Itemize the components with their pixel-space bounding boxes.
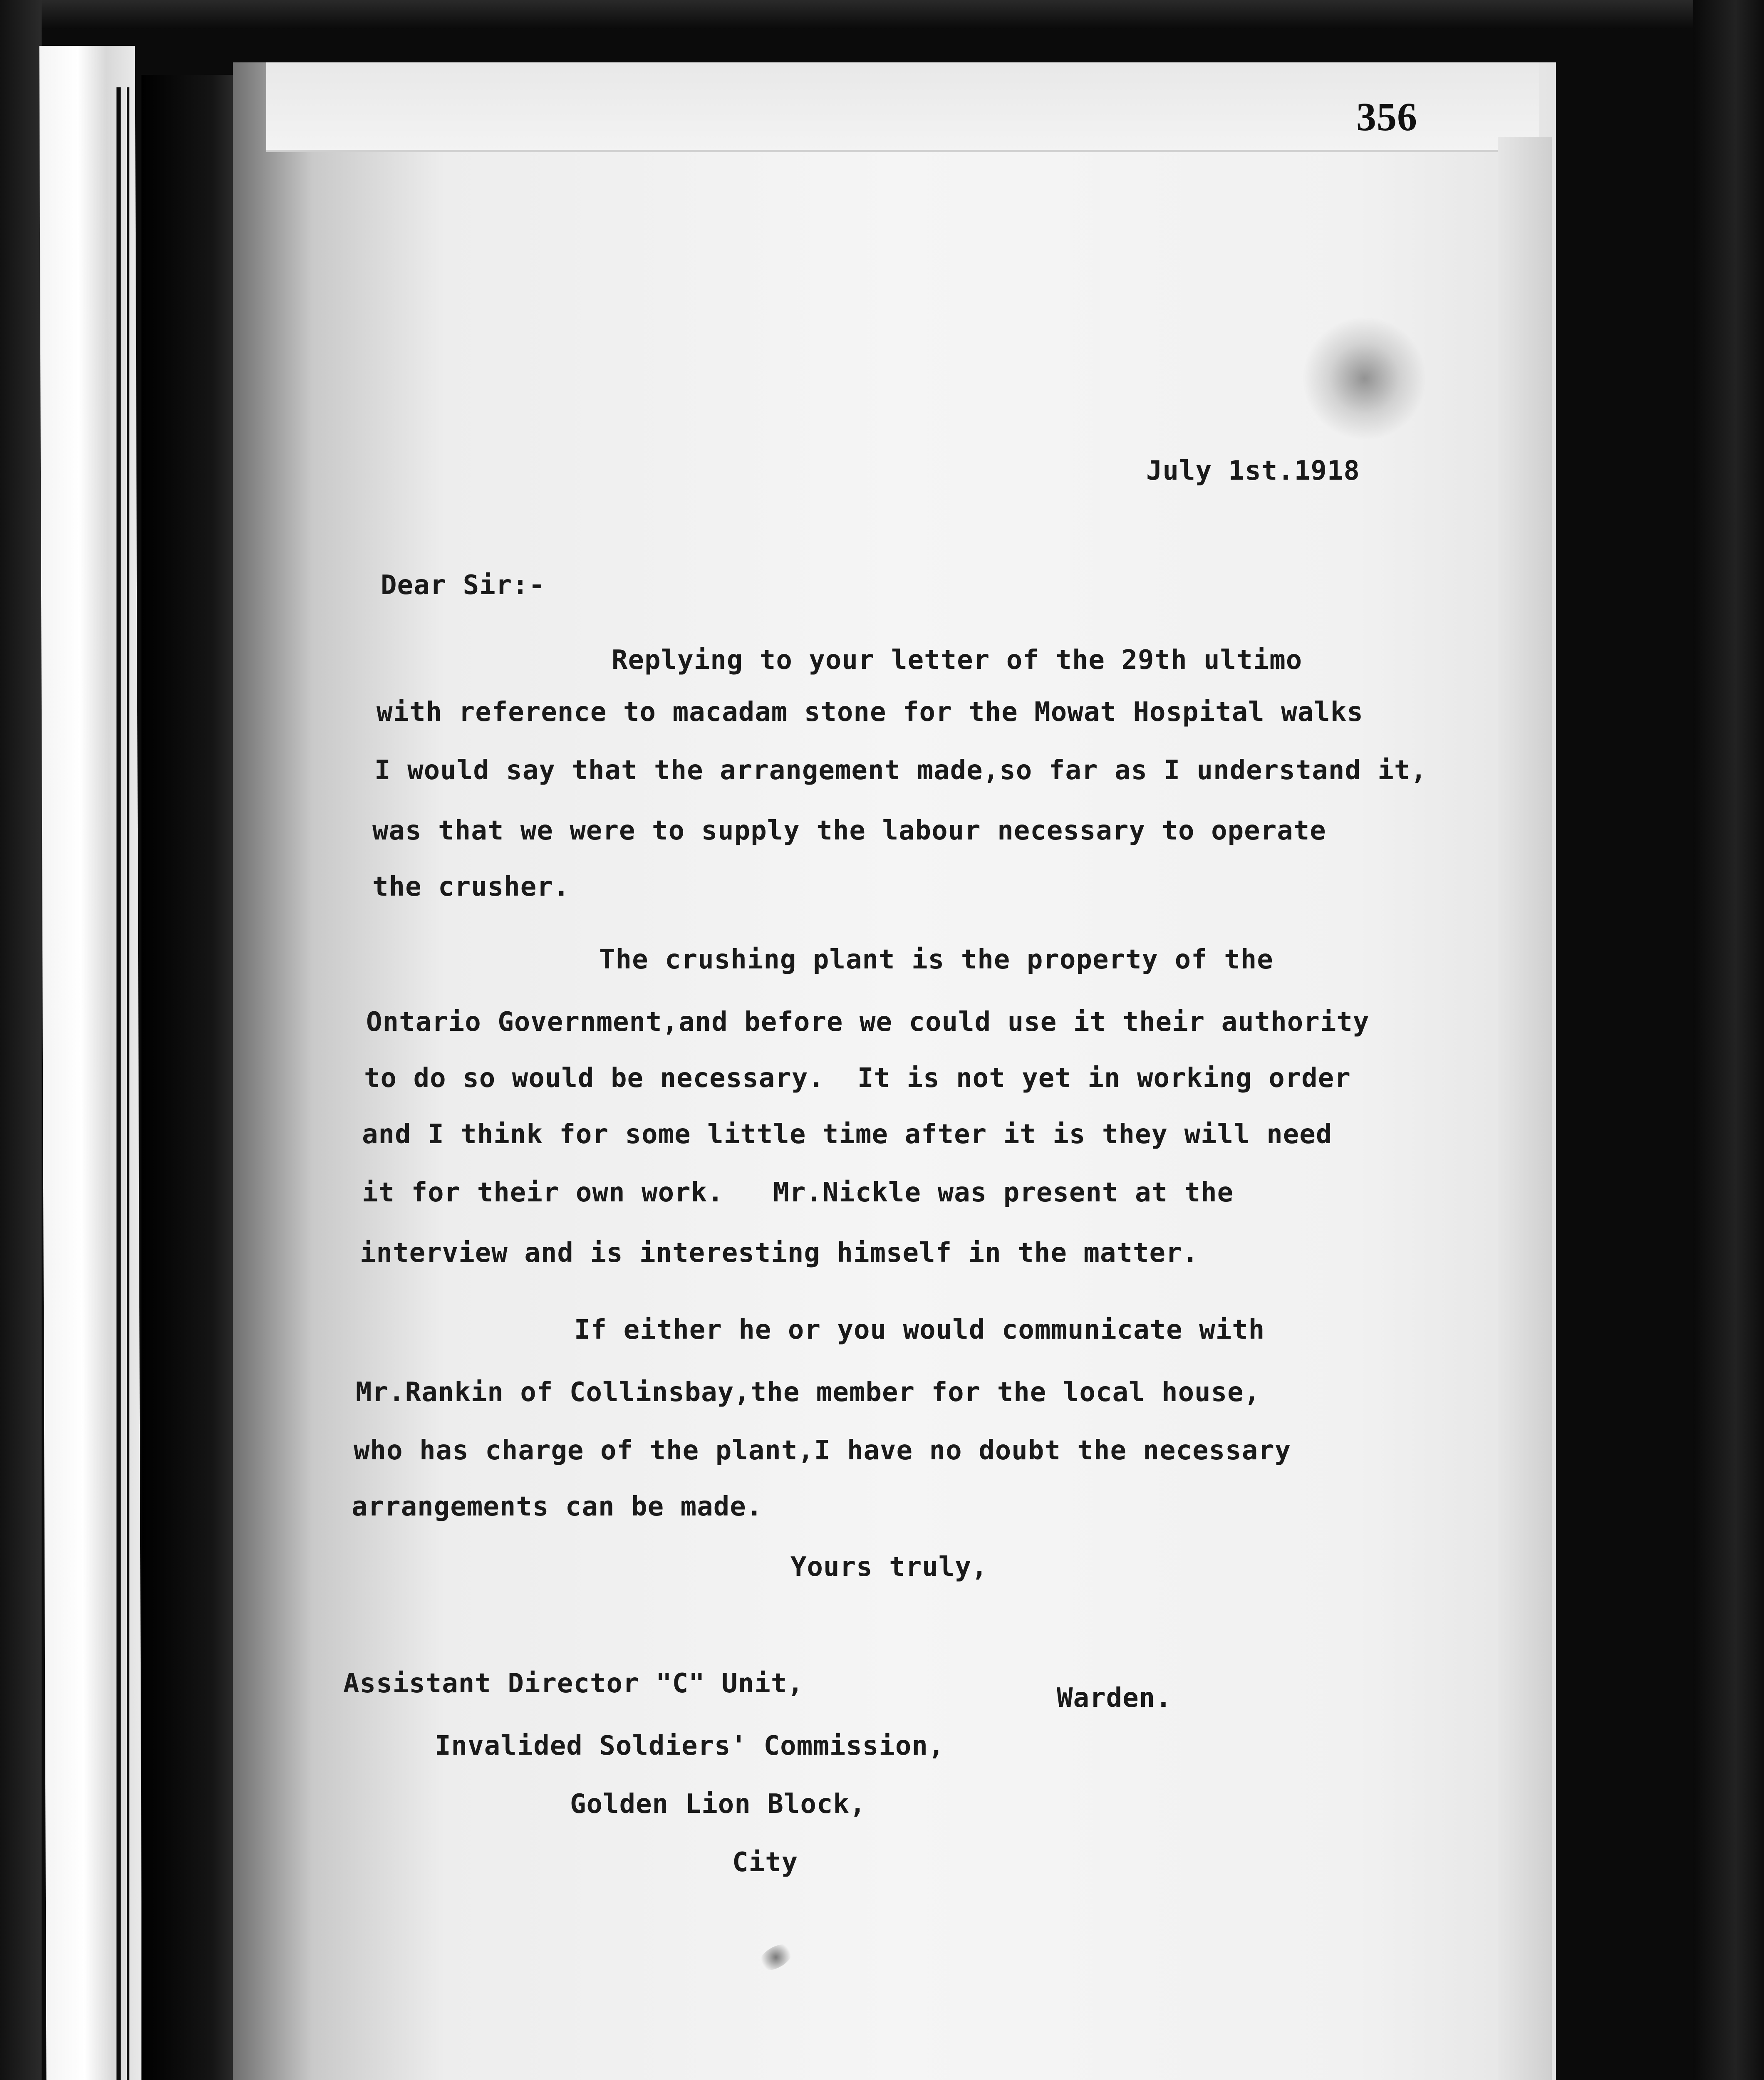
- body-line: arrangements can be made.: [352, 1491, 763, 1522]
- binding-line: [127, 87, 129, 2080]
- body-line: I would say that the arrangement made,so far as I understand it,: [374, 755, 1427, 786]
- address-line: Invalided Soldiers' Commission,: [435, 1731, 945, 1761]
- closing: Yours truly,: [790, 1552, 988, 1582]
- body-line: The crushing plant is the property of the: [599, 944, 1273, 975]
- body-line: Ontario Government,and before we could use it their authority: [366, 1007, 1370, 1038]
- body-line: with reference to macadam stone for the Mowat Hospital walks: [377, 697, 1363, 728]
- body-line: to do so would be necessary. It is not yet in working order: [364, 1063, 1351, 1094]
- address-line: City: [732, 1847, 798, 1878]
- body-line: the crusher.: [372, 872, 570, 902]
- body-line: was that we were to supply the labour necessary to operate: [372, 815, 1326, 846]
- letter-date: July 1st.1918: [1146, 456, 1360, 486]
- underlying-sheet: [1498, 137, 1552, 2080]
- body-line: who has charge of the plant,I have no doubt the necessary: [354, 1435, 1291, 1466]
- body-line: Replying to your letter of the 29th ultimo: [612, 645, 1303, 676]
- body-line: Mr.Rankin of Collinsbay,the member for the local house,: [356, 1377, 1261, 1408]
- body-line: and I think for some little time after it is they will need: [362, 1119, 1333, 1150]
- frame-left-edge: [0, 0, 42, 2080]
- binding-line: [116, 87, 121, 2080]
- address-line: Assistant Director "C" Unit,: [343, 1668, 804, 1699]
- page-top-sheet: [266, 62, 1539, 152]
- address-line: Golden Lion Block,: [570, 1789, 866, 1820]
- body-line: interview and is interesting himself in the matter.: [360, 1238, 1199, 1268]
- ink-smudge: [1302, 316, 1427, 441]
- frame-right-edge: [1693, 0, 1764, 2080]
- frame-top-edge: [0, 0, 1764, 29]
- salutation: Dear Sir:-: [381, 570, 545, 601]
- body-line: If either he or you would communicate with: [574, 1315, 1265, 1345]
- signature-title: Warden.: [1057, 1683, 1172, 1714]
- body-line: it for their own work. Mr.Nickle was present at the: [362, 1177, 1234, 1208]
- page-number: 356: [1356, 94, 1417, 139]
